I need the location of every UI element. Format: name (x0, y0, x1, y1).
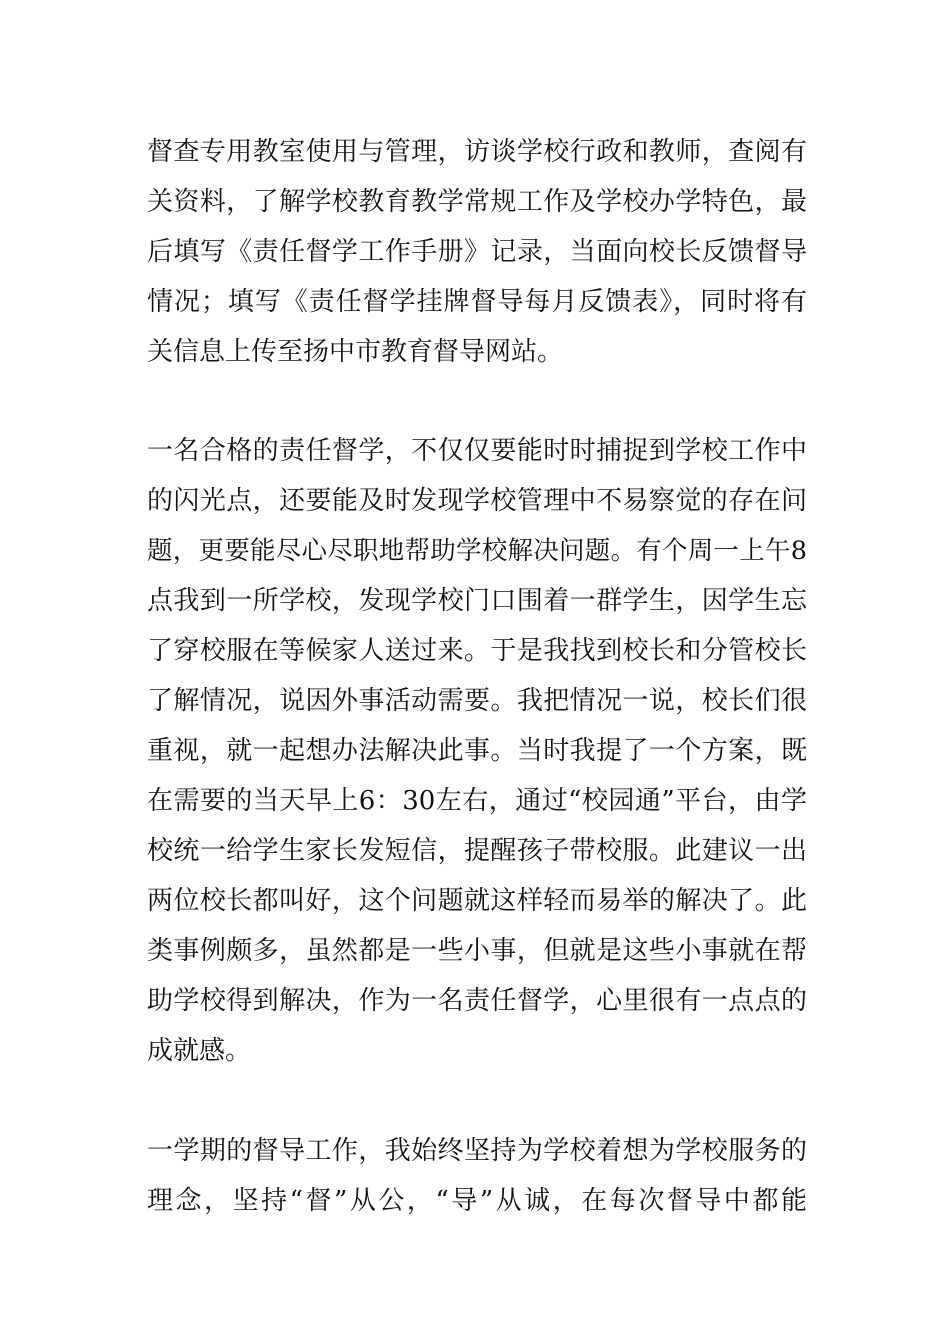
text-line: 校统一给学生家长发短信，提醒孩子带校服。此建议一出 (147, 836, 807, 866)
text-line: 情况；填写《责任督学挂牌督导每月反馈表》，同时将有 (147, 287, 807, 317)
text-line: 重视，就一起想办法解决此事。当时我提了一个方案，既 (147, 736, 807, 766)
text-line: 一学期的督导工作，我始终坚持为学校着想为学校服务的 (147, 1136, 807, 1166)
text-line: 后填写《责任督学工作手册》记录，当面向校长反馈督导 (147, 237, 807, 267)
text-line: 成就感。 (147, 1036, 252, 1066)
text-line: 的闪光点，还要能及时发现学校管理中不易察觉的存在问 (147, 486, 807, 516)
text-line: 了解情况，说因外事活动需要。我把情况一说，校长们很 (147, 686, 807, 716)
text-line: 一名合格的责任督学，不仅仅要能时时捕捉到学校工作中 (147, 436, 807, 466)
text-line: 理念，坚持“督”从公，“导”从诚，在每次督导中都能 (147, 1186, 807, 1216)
text-line: 助学校得到解决，作为一名责任督学，心里很有一点点的 (147, 986, 807, 1016)
text-line: 题，更要能尽心尽职地帮助学校解决问题。有个周一上午8 (147, 536, 807, 566)
text-line: 两位校长都叫好，这个问题就这样轻而易举的解决了。此 (147, 886, 807, 916)
text-line: 类事例颇多，虽然都是一些小事，但就是这些小事就在帮 (147, 936, 807, 966)
text-line: 督查专用教室使用与管理，访谈学校行政和教师，查阅有 (147, 137, 807, 167)
text-line: 关资料，了解学校教育教学常规工作及学校办学特色，最 (147, 187, 807, 217)
text-line: 点我到一所学校，发现学校门口围着一群学生，因学生忘 (147, 586, 807, 616)
text-line: 关信息上传至扬中市教育督导网站。 (147, 337, 564, 367)
text-line: 了穿校服在等候家人送过来。于是我找到校长和分管校长 (147, 636, 807, 666)
text-line: 在需要的当天早上6：30左右，通过“校园通”平台，由学 (147, 786, 807, 816)
